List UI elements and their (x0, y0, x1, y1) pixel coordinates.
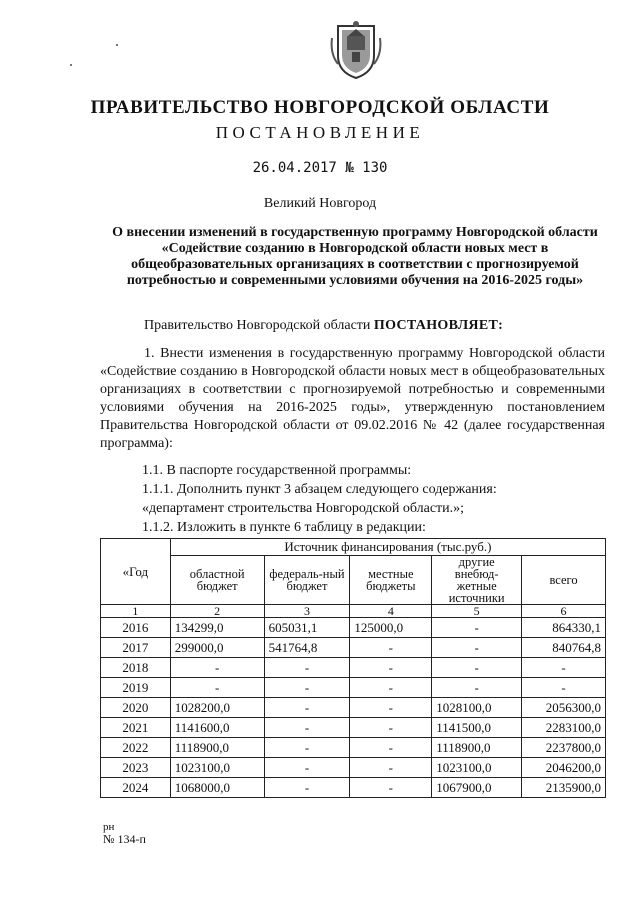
document-type: ПОСТАНОВЛЕНИЕ (215, 123, 425, 142)
local-cell: - (350, 678, 432, 698)
regional-cell: 299000,0 (170, 638, 264, 658)
year-cell: 2023 (101, 758, 171, 778)
scan-speck (116, 44, 118, 46)
item-1-1: 1.1. В паспорте государственной программы: (142, 463, 412, 478)
coat-of-arms-icon (328, 20, 384, 82)
year-cell: 2021 (101, 718, 171, 738)
year-cell: 2018 (101, 658, 171, 678)
column-number: 4 (350, 605, 432, 618)
regional-cell: 134299,0 (170, 618, 264, 638)
document-title: О внесении изменений в государственную программу Новгородской области «Содействие созданию в Новгородской области новых мест в общеобразовательных организациях в соответствии с прогнозируемой потребностью и современными условиями обучения на 2016-2025 годы» (112, 225, 598, 288)
local-cell: - (350, 638, 432, 658)
other-cell: 1023100,0 (432, 758, 522, 778)
other-cell: 1141500,0 (432, 718, 522, 738)
federal-cell: - (264, 778, 350, 798)
regional-cell: - (170, 678, 264, 698)
total-cell: 2135900,0 (522, 778, 606, 798)
decree-lead: Правительство Новгородской области (144, 318, 374, 333)
other-cell: 1028100,0 (432, 698, 522, 718)
local-cell: - (350, 738, 432, 758)
regional-cell: 1141600,0 (170, 718, 264, 738)
table-row (101, 718, 606, 738)
total-cell: - (522, 658, 606, 678)
government-name: ПРАВИТЕЛЬСТВО НОВГОРОДСКОЙ ОБЛАСТИ (90, 97, 550, 118)
year-cell: 2020 (101, 698, 171, 718)
footer-doc-number: № 134-п (103, 832, 146, 846)
table-row (101, 778, 606, 798)
federal-cell: - (264, 738, 350, 758)
column-number: 2 (170, 605, 264, 618)
regional-cell: 1118900,0 (170, 738, 264, 758)
local-cell: - (350, 698, 432, 718)
item-1-1-1-text: «департамент строительства Новгородской области.»; (142, 501, 465, 516)
other-cell: 1067900,0 (432, 778, 522, 798)
table-row (101, 638, 606, 658)
column-header: областной бюджет (170, 556, 264, 605)
total-cell: 2237800,0 (522, 738, 606, 758)
federal-cell: - (264, 678, 350, 698)
local-cell: 125000,0 (350, 618, 432, 638)
total-cell: - (522, 678, 606, 698)
local-cell: - (350, 778, 432, 798)
other-cell: - (432, 658, 522, 678)
year-cell: 2017 (101, 638, 171, 658)
year-cell: 2019 (101, 678, 171, 698)
table-row (101, 758, 606, 778)
regional-cell: 1028200,0 (170, 698, 264, 718)
column-number-row (101, 605, 606, 618)
table-row (101, 678, 606, 698)
regional-cell: - (170, 658, 264, 678)
federal-cell: 541764,8 (264, 638, 350, 658)
other-cell: - (432, 618, 522, 638)
column-header: всего (522, 556, 606, 605)
table-row (101, 658, 606, 678)
decree-word: ПОСТАНОВЛЯЕТ: (373, 318, 504, 333)
other-cell: 1118900,0 (432, 738, 522, 758)
local-cell: - (350, 758, 432, 778)
total-cell: 2046200,0 (522, 758, 606, 778)
other-cell: - (432, 678, 522, 698)
federal-cell: - (264, 658, 350, 678)
item-1-1-2: 1.1.2. Изложить в пункте 6 таблицу в редакции: (142, 520, 426, 535)
year-cell: 2024 (101, 778, 171, 798)
financing-table (100, 538, 606, 798)
total-cell: 864330,1 (522, 618, 606, 638)
federal-cell: - (264, 758, 350, 778)
column-number: 1 (101, 605, 171, 618)
column-header: федераль-ный бюджет (264, 556, 350, 605)
document-city: Великий Новгород (263, 196, 377, 211)
local-cell: - (350, 718, 432, 738)
footer-mark: рн (103, 821, 115, 833)
year-cell: 2016 (101, 618, 171, 638)
table-header-row (101, 539, 606, 556)
regional-cell: 1068000,0 (170, 778, 264, 798)
column-header: местные бюджеты (350, 556, 432, 605)
local-cell: - (350, 658, 432, 678)
total-cell: 2283100,0 (522, 718, 606, 738)
year-header: «Год (101, 539, 171, 605)
table-row (101, 618, 606, 638)
total-cell: 840764,8 (522, 638, 606, 658)
total-cell: 2056300,0 (522, 698, 606, 718)
other-cell: - (432, 638, 522, 658)
year-cell: 2022 (101, 738, 171, 758)
table-row (101, 698, 606, 718)
federal-cell: - (264, 698, 350, 718)
source-header: Источник финансирования (тыс.руб.) (170, 539, 605, 556)
table-row (101, 738, 606, 758)
item-1-paragraph: 1. Внести изменения в государственную программу Новгородской области «Содействие созданию в Новгородской области новых мест в общеобразовательных организациях в соответствии с прогнозируемой потребностью и современными условиями обучения на 2016-2025 годы», утвержденную постановлением Правительства Новгородской области от 09.02.2016 № 42 (далее государственная программа): (100, 346, 605, 451)
document-date-number: 26.04.2017 № 130 (252, 160, 388, 176)
federal-cell: - (264, 718, 350, 738)
federal-cell: 605031,1 (264, 618, 350, 638)
column-number: 3 (264, 605, 350, 618)
column-header: другие внебюд-жетные источники (432, 556, 522, 605)
scan-speck (70, 64, 72, 66)
decree-paragraph (144, 317, 614, 335)
table-subheader-row (101, 556, 606, 605)
column-number: 5 (432, 605, 522, 618)
regional-cell: 1023100,0 (170, 758, 264, 778)
item-1-1-1: 1.1.1. Дополнить пункт 3 абзацем следующего содержания: (142, 482, 497, 497)
column-number: 6 (522, 605, 606, 618)
